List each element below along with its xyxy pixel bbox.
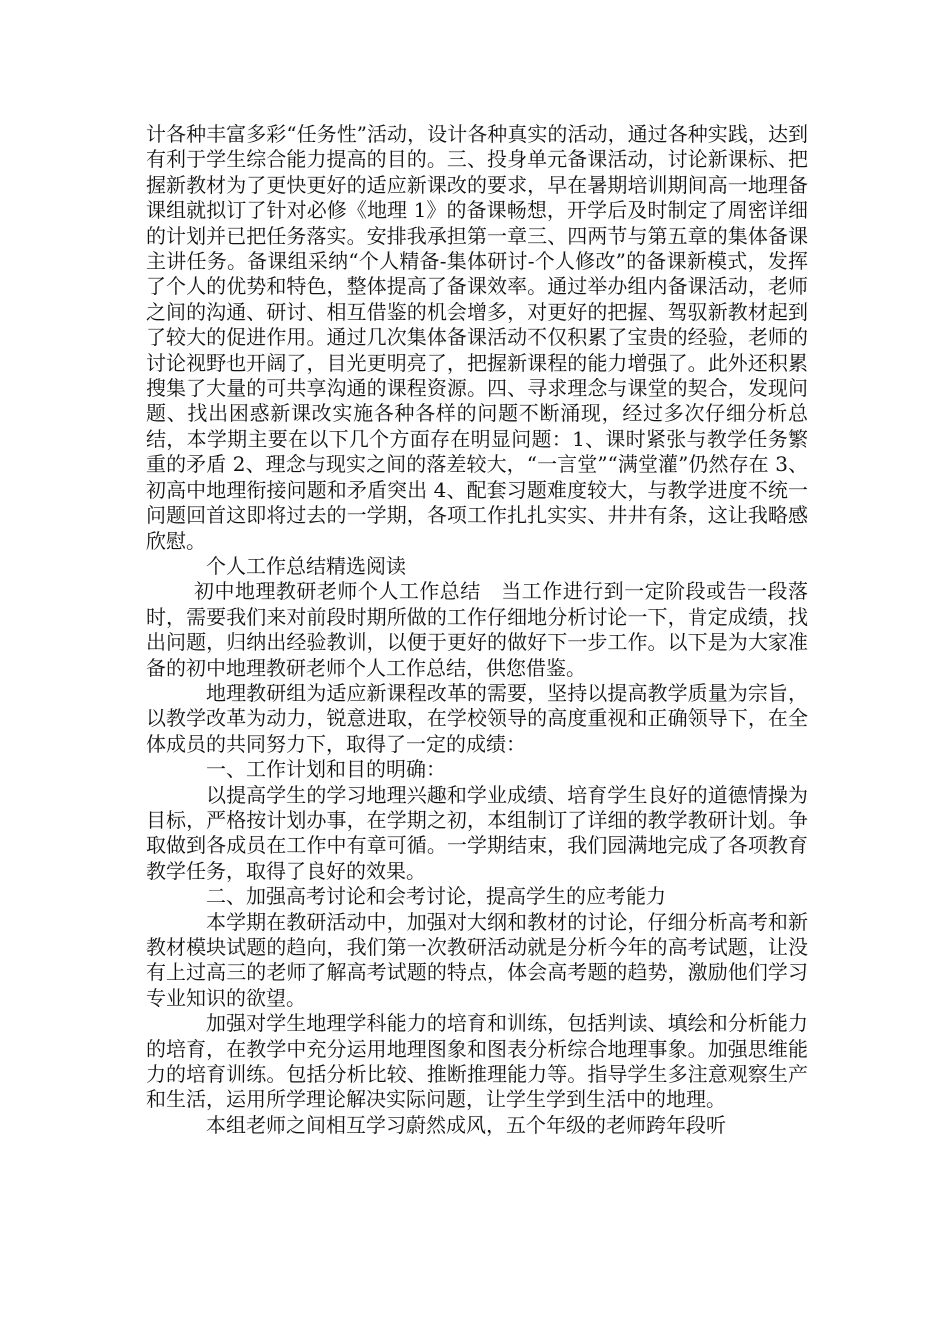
paragraph-continuation: 计各种丰富多彩“任务性”活动，设计各种真实的活动，通过各种实践，达到有利于学生综合能力提高的目的。三、投身单元备课活动，讨论新课标、把握新教材为了更快更好的适应新课改的要求，早在暑期培训期间高一地理备课组就拟订了针对必修《地理 1》的备课畅想，开学后及时制定了周密详细的计划并已把任务落实。安排我承担第一章三、四两节与第五章的集体备课主讲任务。备课组采纳“个人精备-集体研讨-个人修改”的备课新模式，发挥了个人的优势和特色，整体提高了备课效率。通过举办组内备课活动，老师之间的沟通、研讨、相互借鉴的机会增多，对更好的把握、驾驭新教材起到了较大的促进作用。通过几次集体备课活动不仅积累了宝贵的经验，老师的讨论视野也开阔了，目光更明亮了，把握新课程的能力增强了。此外还积累搜集了大量的可共享沟通的课程资源。四、寻求理念与课堂的契合，发现问题、找出困惑新课改实施各种各样的问题不断涌现，经过多次仔细分析总结，本学期主要在以下几个方面存在明显问题：1、课时紧张与教学任务繁重的矛盾 2、理念与现实之间的落差较大，“一言堂”“满堂灌”仍然存在 3、初高中地理衔接问题和矛盾突出 4、配套习题难度较大，与教学进度不统一问题回首这即将过去的一学期，各项工作扎扎实实、井井有条，这让我略感欣慰。 <box>146 122 808 553</box>
paragraph-intro: 初中地理教研老师个人工作总结 当工作进行到一定阶段或告一段落时，需要我们来对前段时期所做的工作仔细地分析讨论一下，肯定成绩，找出问题，归纳出经验教训，以便于更好的做好下一步工作。以下是为大家准备的初中地理教研老师个人工作总结，供您借鉴。 <box>146 579 808 680</box>
paragraph-overview: 地理教研组为适应新课程改革的需要，坚持以提高教学质量为宗旨，以教学改革为动力，锐意进取，在学校领导的高度重视和正确领导下，在全体成员的共同努力下，取得了一定的成绩： <box>146 680 808 756</box>
heading-exam: 二、加强高考讨论和会考讨论，提高学生的应考能力 <box>206 884 666 909</box>
heading-plan: 一、工作计划和目的明确： <box>206 757 446 782</box>
paragraph-learning: 本组老师之间相互学习蔚然成风，五个年级的老师跨年段听 <box>206 1112 726 1137</box>
section-heading-reading: 个人工作总结精选阅读 <box>206 553 406 578</box>
paragraph-ability: 加强对学生地理学科能力的培育和训练，包括判读、填绘和分析能力的培育，在教学中充分运用地理图象和图表分析综合地理事象。加强思维能力的培育训练。包括分析比较、推断推理能力等。指导学生多注意观察生产和生活，运用所学理论解决实际问题，让学生学到生活中的地理。 <box>146 1011 808 1112</box>
paragraph-plan: 以提高学生的学习地理兴趣和学业成绩、培育学生良好的道德情操为目标，严格按计划办事，在学期之初，本组制订了详细的教学教研计划。争取做到各成员在工作中有章可循。一学期结束，我们园满地完成了各项教育教学任务，取得了良好的效果。 <box>146 782 808 883</box>
document-body <box>146 122 808 1138</box>
paragraph-exam: 本学期在教研活动中，加强对大纲和教材的讨论，仔细分析高考和新教材模块试题的趋向，我们第一次教研活动就是分析今年的高考试题，让没有上过高三的老师了解高考试题的特点，体会高考题的趋势，激励他们学习专业知识的欲望。 <box>146 909 808 1010</box>
